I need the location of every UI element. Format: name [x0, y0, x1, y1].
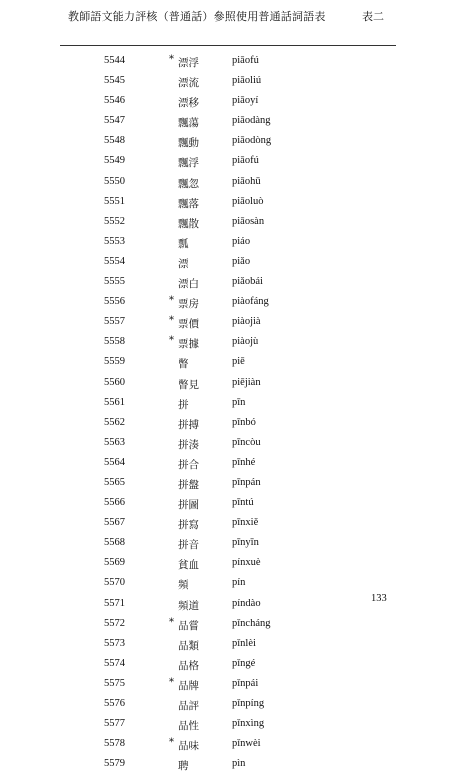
entry-word: 飄落: [178, 197, 199, 210]
asterisk-mark: *: [169, 676, 174, 688]
entry-word: 漂: [178, 257, 189, 270]
entry-word: 飄散: [178, 217, 199, 230]
entry-word: 飄蕩: [178, 117, 199, 130]
entry-number: 5567: [104, 517, 125, 529]
table-row: [0, 233, 452, 253]
entry-number: 5564: [104, 456, 125, 468]
entry-pinyin: pǐnxìng: [232, 718, 265, 730]
entry-pinyin: pǐnwèi: [232, 738, 261, 750]
table-row: [0, 353, 452, 373]
entry-word: 貧血: [178, 559, 199, 572]
entry-number: 5555: [104, 276, 125, 288]
entry-number: 5553: [104, 235, 125, 247]
entry-word: 瞥: [178, 358, 189, 371]
entry-number: 5561: [104, 396, 125, 408]
entry-pinyin: pīntú: [232, 497, 254, 509]
table-row: [0, 434, 452, 454]
entry-word: 品嘗: [178, 619, 199, 632]
entry-number: 5575: [104, 677, 125, 689]
entry-pinyin: pīnpán: [232, 476, 261, 488]
entry-pinyin: pǐngé: [232, 657, 256, 669]
entry-pinyin: piāofú: [232, 155, 259, 167]
vocabulary-table: [0, 52, 452, 775]
asterisk-mark: *: [169, 737, 174, 749]
entry-pinyin: pínxuè: [232, 557, 261, 569]
table-row: [0, 333, 452, 353]
entry-number: 5570: [104, 577, 125, 589]
header-divider: [60, 45, 396, 46]
table-row: [0, 394, 452, 414]
page-header: [0, 8, 452, 26]
entry-number: 5579: [104, 758, 125, 770]
entry-number: 5569: [104, 557, 125, 569]
entry-pinyin: piāoluò: [232, 195, 264, 207]
entry-number: 5545: [104, 75, 125, 87]
entry-word: 漂白: [178, 278, 199, 291]
entry-number: 5548: [104, 135, 125, 147]
entry-pinyin: pīncòu: [232, 436, 261, 448]
entry-word: 品牌: [178, 679, 199, 692]
page-number: 133: [371, 593, 387, 604]
entry-pinyin: piáo: [232, 235, 251, 247]
table-row: [0, 374, 452, 394]
entry-word: 拼圖: [178, 499, 199, 512]
table-row: [0, 112, 452, 132]
table-row: [0, 454, 452, 474]
table-row: [0, 173, 452, 193]
entry-number: 5573: [104, 637, 125, 649]
table-row: [0, 213, 452, 233]
asterisk-mark: *: [169, 315, 174, 327]
entry-pinyin: pìn: [232, 758, 246, 770]
entry-pinyin: pǐnpái: [232, 677, 259, 689]
entry-number: 5556: [104, 296, 125, 308]
document-title: 教師語文能力評核（普通話）參照使用普通話詞語表: [68, 10, 326, 23]
entry-word: 聘: [178, 760, 189, 773]
entry-word: 漂移: [178, 97, 199, 110]
entry-number: 5547: [104, 115, 125, 127]
entry-pinyin: pín: [232, 577, 246, 589]
table-row: [0, 293, 452, 313]
entry-number: 5544: [104, 55, 125, 66]
table-row: [0, 253, 452, 273]
entry-number: 5549: [104, 155, 125, 167]
entry-pinyin: piàojià: [232, 316, 261, 328]
entry-word: 票價: [178, 318, 199, 331]
entry-word: 漂流: [178, 77, 199, 90]
table-row: [0, 414, 452, 434]
entry-word: 漂浮: [178, 57, 199, 69]
entry-pinyin: piǎo: [232, 255, 251, 267]
table-row: [0, 695, 452, 715]
entry-pinyin: pīnbó: [232, 416, 256, 428]
table-row: [0, 735, 452, 755]
entry-pinyin: píndào: [232, 597, 261, 609]
table-row: [0, 52, 452, 72]
entry-number: 5577: [104, 718, 125, 730]
entry-word: 拼搏: [178, 418, 199, 431]
entry-pinyin: piàojù: [232, 336, 259, 348]
entry-number: 5560: [104, 376, 125, 388]
entry-pinyin: piāodòng: [232, 135, 272, 147]
entry-number: 5554: [104, 255, 125, 267]
entry-word: 品類: [178, 639, 199, 652]
entry-word: 頻: [178, 579, 189, 592]
entry-word: 品評: [178, 700, 199, 712]
entry-word: 拼音: [178, 539, 199, 552]
table-row: [0, 273, 452, 293]
table-row: [0, 615, 452, 635]
entry-number: 5566: [104, 497, 125, 509]
table-row: [0, 494, 452, 514]
table-label: 表二: [362, 10, 384, 23]
entry-pinyin: pīnxiě: [232, 517, 259, 529]
asterisk-mark: *: [169, 335, 174, 347]
entry-pinyin: pīnhé: [232, 456, 256, 468]
entry-word: 飄忽: [178, 177, 199, 190]
table-row: [0, 554, 452, 574]
entry-pinyin: piāofú: [232, 55, 259, 66]
entry-word: 瓢: [178, 237, 189, 250]
asterisk-mark: *: [169, 54, 174, 65]
entry-word: 票據: [178, 338, 199, 351]
entry-pinyin: piàofáng: [232, 296, 269, 308]
entry-number: 5562: [104, 416, 125, 428]
entry-word: 品格: [178, 659, 199, 672]
table-row: [0, 574, 452, 594]
entry-word: 拼湊: [178, 438, 199, 451]
entry-word: 頻道: [178, 599, 199, 612]
table-row: [0, 193, 452, 213]
entry-number: 5578: [104, 738, 125, 750]
entry-pinyin: pǐnlèi: [232, 637, 256, 649]
entry-number: 5565: [104, 476, 125, 488]
entry-number: 5574: [104, 657, 125, 669]
entry-word: 拼盤: [178, 478, 199, 491]
entry-pinyin: pīnyīn: [232, 537, 259, 549]
entry-pinyin: piāoliú: [232, 75, 262, 87]
entry-word: 拼寫: [178, 519, 199, 532]
entry-pinyin: pǐncháng: [232, 617, 271, 629]
asterisk-mark: *: [169, 616, 174, 628]
entry-number: 5571: [104, 597, 125, 609]
entry-pinyin: piē: [232, 356, 245, 368]
entry-pinyin: piāohū: [232, 175, 261, 187]
entry-word: 品性: [178, 720, 199, 733]
asterisk-mark: *: [169, 295, 174, 307]
table-row: [0, 132, 452, 152]
entry-word: 拼合: [178, 458, 199, 471]
table-row: [0, 514, 452, 534]
table-row: [0, 675, 452, 695]
table-row: [0, 655, 452, 675]
table-row: [0, 635, 452, 655]
entry-number: 5568: [104, 537, 125, 549]
table-row: [0, 534, 452, 554]
entry-number: 5572: [104, 617, 125, 629]
entry-word: 飄動: [178, 137, 199, 150]
entry-pinyin: piējiàn: [232, 376, 261, 388]
entry-number: 5563: [104, 436, 125, 448]
entry-number: 5552: [104, 215, 125, 227]
entry-pinyin: pīn: [232, 396, 246, 408]
table-row: [0, 755, 452, 775]
entry-number: 5550: [104, 175, 125, 187]
table-row: [0, 92, 452, 112]
entry-number: 5558: [104, 336, 125, 348]
table-row: [0, 474, 452, 494]
entry-number: 5559: [104, 356, 125, 368]
entry-number: 5551: [104, 195, 125, 207]
entry-number: 5557: [104, 316, 125, 328]
entry-number: 5546: [104, 95, 125, 107]
table-row: [0, 715, 452, 735]
entry-pinyin: piāosàn: [232, 215, 265, 227]
entry-number: 5576: [104, 698, 125, 709]
entry-pinyin: pǐnpíng: [232, 698, 265, 709]
entry-word: 票房: [178, 298, 199, 311]
entry-pinyin: piāoyí: [232, 95, 259, 107]
entry-word: 品味: [178, 740, 199, 753]
entry-word: 拼: [178, 398, 189, 411]
table-row: [0, 72, 452, 92]
table-row: [0, 152, 452, 172]
entry-word: 飄浮: [178, 157, 199, 170]
entry-pinyin: piǎobái: [232, 276, 263, 288]
entry-word: 瞥見: [178, 378, 199, 391]
entry-pinyin: piāodàng: [232, 115, 271, 127]
table-row: [0, 313, 452, 333]
